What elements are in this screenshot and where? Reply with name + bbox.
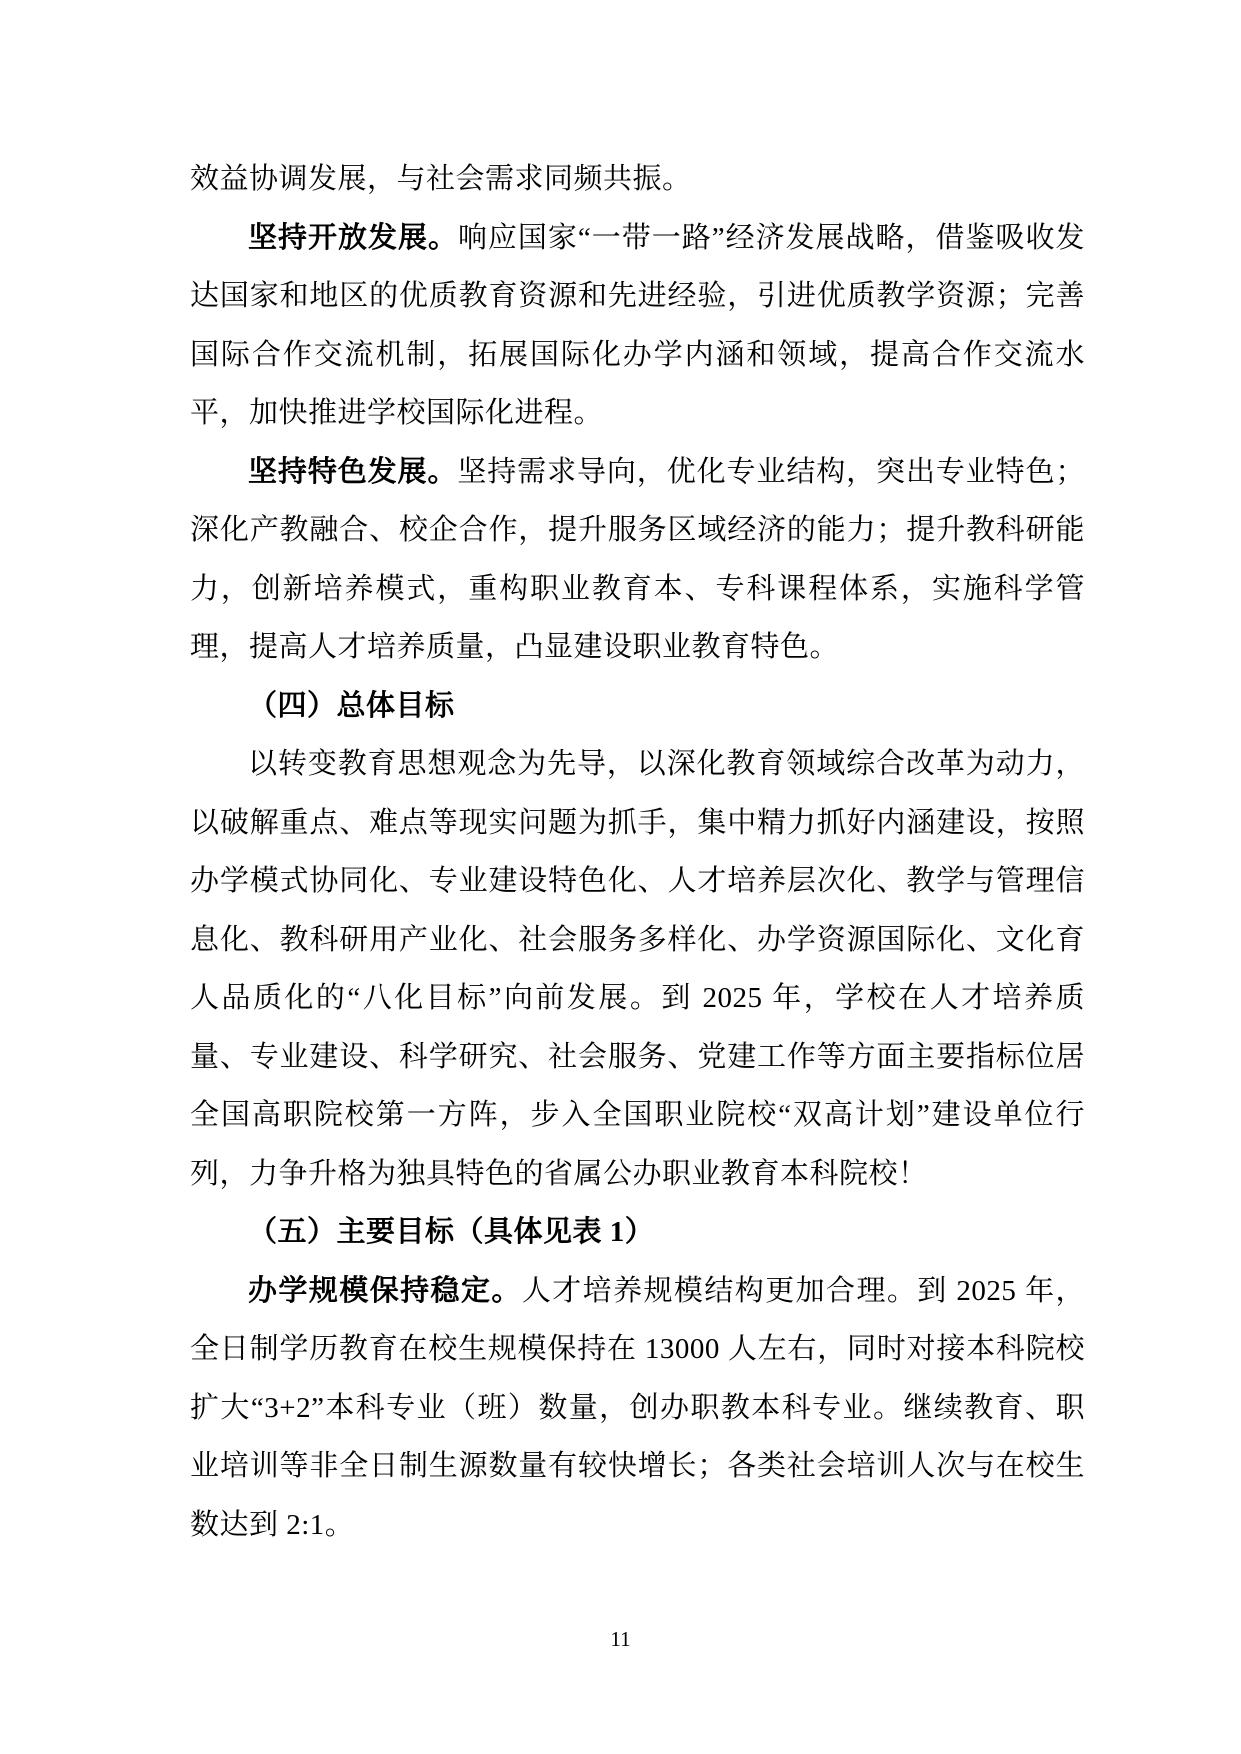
section-heading-main-goals [190, 1203, 1085, 1262]
paragraph-lead: 办学规模保持稳定。 [248, 1274, 522, 1307]
heading-text: （五）主要目标（具体见表 1） [248, 1216, 655, 1248]
section-heading-overall-goals [190, 677, 1085, 736]
paragraph-lead: 坚持开放发展。 [248, 221, 458, 254]
paragraph-overall-goals-body [190, 735, 1085, 1203]
paragraph-open-development [190, 209, 1085, 443]
page-number: 11 [610, 1627, 631, 1651]
paragraph-text: 人才培养规模结构更加合理。到 2025 年，全日制学历教育在校生规模保持在 13000 人左右，同时对接本科院校扩大“3+2”本科专业（班）数量，创办职教本科专业。继续教育、职业培训等非全日制生源数量有较快增长；各类社会培训人次与在校生数达到 2:1。 [190, 1274, 1085, 1541]
paragraph-text: 坚持需求导向，优化专业结构，突出专业特色；深化产教融合、校企合作，提升服务区域经济的能力；提升教科研能力，创新培养模式，重构职业教育本、专科课程体系，实施科学管理，提高人才培养质量，凸显建设职业教育特色。 [190, 455, 1085, 663]
paragraph-text: 效益协调发展，与社会需求同频共振。 [190, 163, 692, 195]
heading-text: （四）总体目标 [248, 689, 455, 722]
paragraph-text: 响应国家“一带一路”经济发展战略，借鉴吸收发达国家和地区的优质教育资源和先进经验，引进优质教学资源；完善国际合作交流机制，拓展国际化办学内涵和领域，提高合作交流水平，加快推进学校国际化进程。 [190, 221, 1085, 429]
paragraph-school-scale [190, 1262, 1085, 1555]
paragraph-continuation [190, 150, 1085, 209]
paragraph-text: 以转变教育思想观念为先导，以深化教育领域综合改革为动力，以破解重点、难点等现实问题为抓手，集中精力抓好内涵建设，按照办学模式协同化、专业建设特色化、人才培养层次化、教学与管理信息化、教科研用产业化、社会服务多样化、办学资源国际化、文化育人品质化的“八化目标”向前发展。到 2025 年，学校在人才培养质量、专业建设、科学研究、社会服务、党建工作等方面主要指标位居全国高职院校第一方阵，步入全国职业院校“双高计划”建设单位行列，力争升格为独具特色的省属公办职业教育本科院校！ [190, 748, 1085, 1190]
document-body [190, 150, 1085, 1554]
paragraph-distinctive-development [190, 443, 1085, 677]
paragraph-lead: 坚持特色发展。 [248, 455, 458, 488]
